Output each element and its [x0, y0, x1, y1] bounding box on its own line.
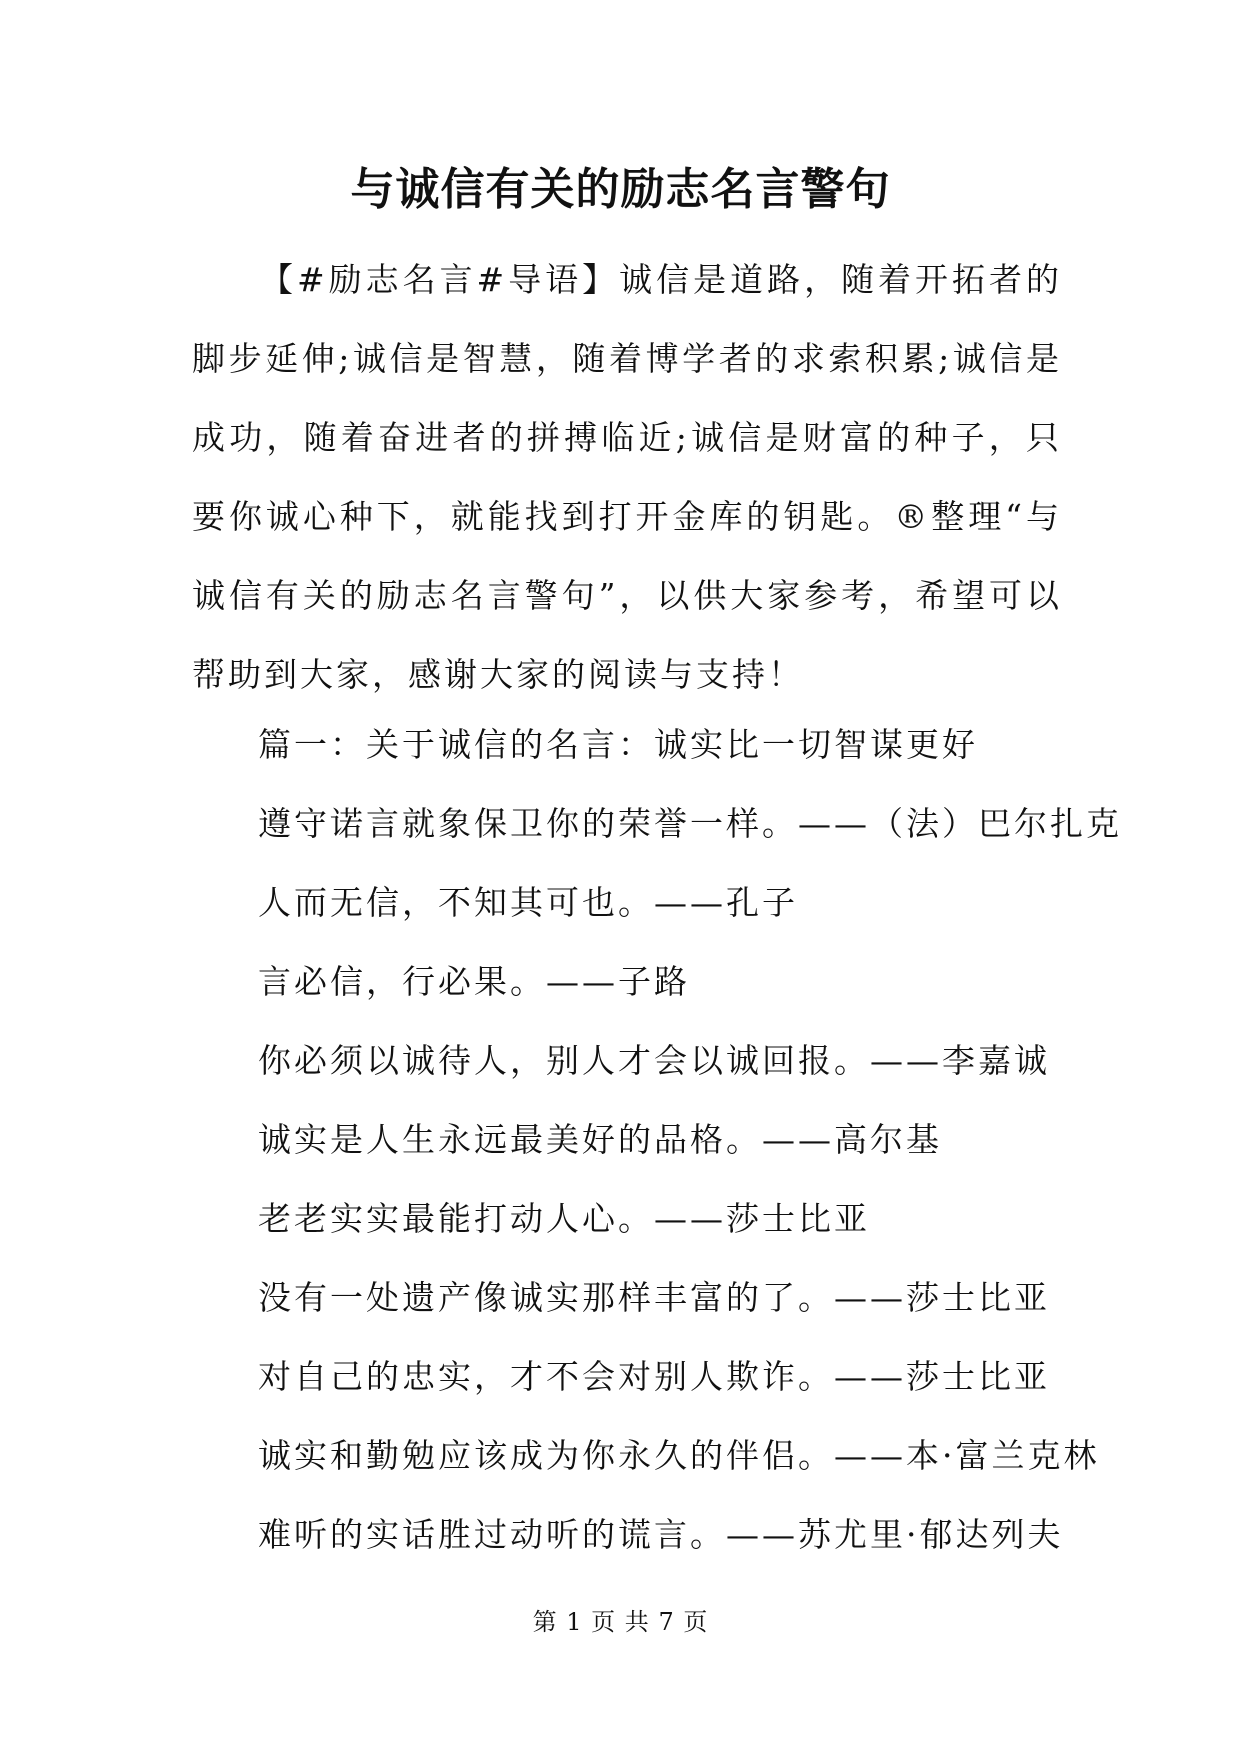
page-footer: 第 1 页 共 7 页 — [532, 1608, 709, 1636]
quote-item: 诚实是人生永远最美好的品格。——高尔基 — [258, 1120, 942, 1159]
quote-item: 人而无信，不知其可也。——孔子 — [258, 883, 798, 922]
quote-item: 你必须以诚待人，别人才会以诚回报。——李嘉诚 — [258, 1041, 1050, 1080]
quote-item: 诚实和勤勉应该成为你永久的伴侣。——本·富兰克林 — [258, 1436, 1100, 1475]
intro-paragraph: 【#励志名言#导语】诚信是道路，随着开拓者的脚步延伸;诚信是智慧，随着博学者的求索积累;诚信是成功，随着奋进者的拼搏临近;诚信是财富的种子，只要你诚心种下，就能找到打开金库的钥匙。®整理“与诚信有关的励志名言警句”，以供大家参考，希望可以帮助到大家，感谢大家的阅读与支持！ — [192, 260, 1062, 694]
quote-list — [258, 705, 1122, 1574]
quote-item: 言必信，行必果。——子路 — [258, 962, 690, 1001]
quote-item: 没有一处遗产像诚实那样丰富的了。——莎士比亚 — [258, 1278, 1050, 1317]
quote-item: 遵守诺言就象保卫你的荣誉一样。——（法）巴尔扎克 — [258, 804, 1122, 843]
section-heading: 篇一：关于诚信的名言：诚实比一切智谋更好 — [258, 725, 978, 764]
quote-item: 对自己的忠实，才不会对别人欺诈。——莎士比亚 — [258, 1357, 1050, 1396]
quote-item: 老老实实最能打动人心。——莎士比亚 — [258, 1199, 870, 1238]
page-title: 与诚信有关的励志名言警句 — [350, 164, 891, 215]
quote-item: 难听的实话胜过动听的谎言。——苏尤里·郁达列夫 — [258, 1515, 1064, 1554]
